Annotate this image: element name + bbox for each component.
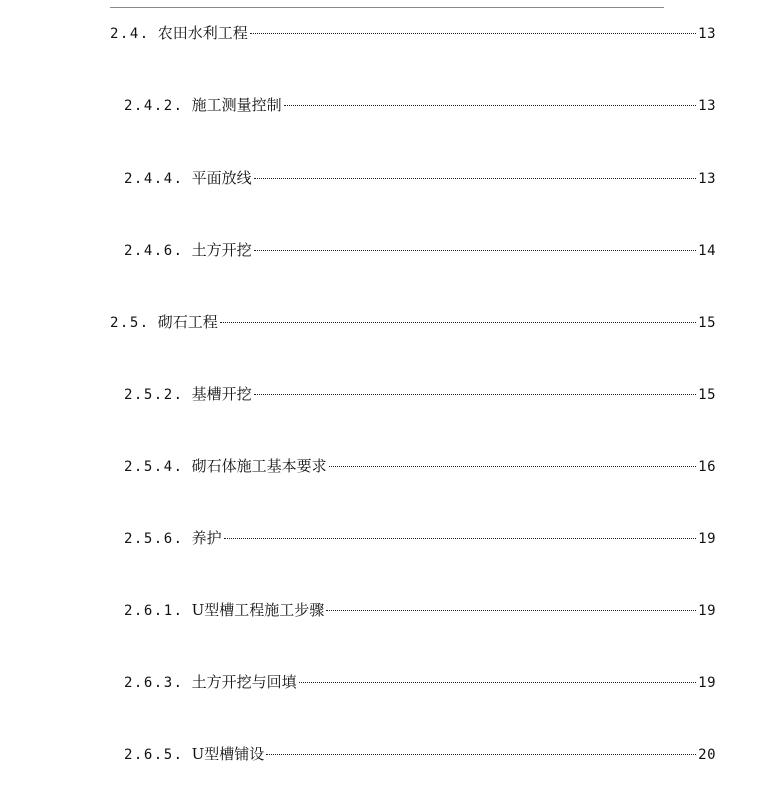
toc-entry-page: 19: [698, 603, 716, 619]
toc-entry-number: 2.6.5.: [124, 747, 184, 763]
toc-entry-number: 2.4.4.: [124, 171, 184, 187]
dot-leader: [220, 322, 696, 323]
toc-entry-page: 13: [698, 26, 716, 42]
toc-entry-title: 平面放线: [191, 169, 252, 187]
toc-entry-number: 2.5.: [110, 315, 150, 331]
toc-entry-number: 2.4.2.: [124, 98, 184, 114]
toc-entry-page: 19: [698, 675, 716, 691]
dot-leader: [284, 105, 697, 106]
toc-entry-page: 15: [698, 387, 716, 403]
toc-entry-title: 基槽开挖: [191, 385, 252, 403]
toc-entry-number: 2.6.1.: [124, 603, 184, 619]
toc-entry-2-4-2[interactable]: [124, 94, 716, 116]
dot-leader: [329, 466, 697, 467]
toc-entry-page: 19: [698, 531, 716, 547]
dot-leader: [254, 394, 697, 395]
toc-entry-number: 2.6.3.: [124, 675, 184, 691]
toc-entry-page: 14: [698, 243, 716, 259]
toc-entry-2-6-5[interactable]: [124, 743, 716, 765]
toc-entry-2-5-2[interactable]: [124, 383, 716, 405]
toc-entry-title: U型槽工程施工步骤: [191, 601, 325, 619]
dot-leader: [266, 754, 696, 755]
toc-entry-number: 2.5.6.: [124, 531, 184, 547]
dot-leader: [254, 250, 697, 251]
toc-entry-title: U型槽铺设: [191, 745, 265, 763]
toc-entry-number: 2.4.: [110, 26, 150, 42]
toc-entry-page: 13: [698, 98, 716, 114]
dot-leader: [250, 33, 696, 34]
toc-entry-title: 砌石体施工基本要求: [191, 457, 327, 475]
toc-entry-number: 2.4.6.: [124, 243, 184, 259]
toc-entry-page: 13: [698, 171, 716, 187]
toc-entry-2-5[interactable]: [110, 311, 716, 333]
toc-entry-title: 养护: [191, 529, 222, 547]
toc-entry-page: 20: [698, 747, 716, 763]
toc-entry-2-4-6[interactable]: [124, 239, 716, 261]
toc-entry-title: 施工测量控制: [191, 96, 282, 114]
toc-entry-title: 土方开挖与回填: [191, 673, 297, 691]
toc-entry-page: 15: [698, 315, 716, 331]
toc-entry-2-4[interactable]: [110, 22, 716, 44]
toc-entry-2-6-1[interactable]: [124, 599, 716, 621]
toc-entry-2-5-4[interactable]: [124, 455, 716, 477]
toc-entry-2-6-3[interactable]: [124, 671, 716, 693]
toc-entry-title: 土方开挖: [191, 241, 252, 259]
dot-leader: [326, 610, 696, 611]
toc-entry-2-4-4[interactable]: [124, 167, 716, 189]
toc-entry-number: 2.5.4.: [124, 459, 184, 475]
toc-entry-title: 农田水利工程: [157, 24, 248, 42]
dot-leader: [299, 682, 697, 683]
toc-entry-2-5-6[interactable]: [124, 527, 716, 549]
dot-leader: [224, 538, 697, 539]
toc-entry-page: 16: [698, 459, 716, 475]
dot-leader: [254, 178, 697, 179]
toc-entry-title: 砌石工程: [157, 313, 218, 331]
toc-entry-number: 2.5.2.: [124, 387, 184, 403]
